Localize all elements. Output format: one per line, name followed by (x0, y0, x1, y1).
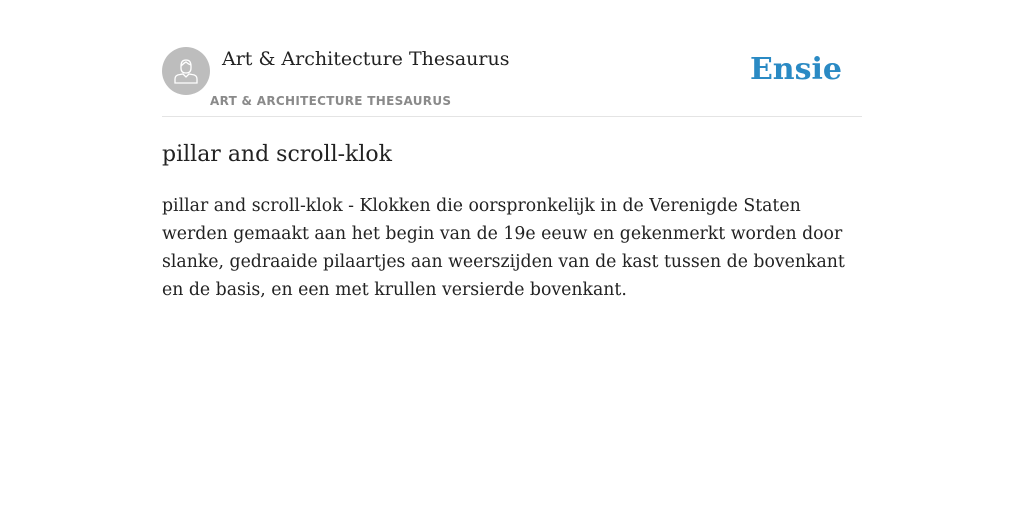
article-header (162, 47, 862, 117)
brand-logo[interactable]: Ensie (749, 52, 842, 87)
author-avatar[interactable] (162, 47, 210, 95)
author-name-link[interactable]: Art & Architecture Thesaurus (222, 48, 510, 70)
article-title: pillar and scroll-klok (162, 142, 393, 167)
article-body: pillar and scroll-klok - Klokken die oorspronkelijk in de Verenigde Staten werden gemaakt aan het begin van de 19e eeuw en gekenmerkt worden door slanke, gedraaide pilaartjes aan weerszijden van de kast tussen de bovenkant en de basis, en een met krullen versierde bovenkant. (162, 196, 845, 300)
author-subtitle: ART & ARCHITECTURE THESAURUS (210, 94, 452, 108)
user-icon (172, 57, 200, 85)
